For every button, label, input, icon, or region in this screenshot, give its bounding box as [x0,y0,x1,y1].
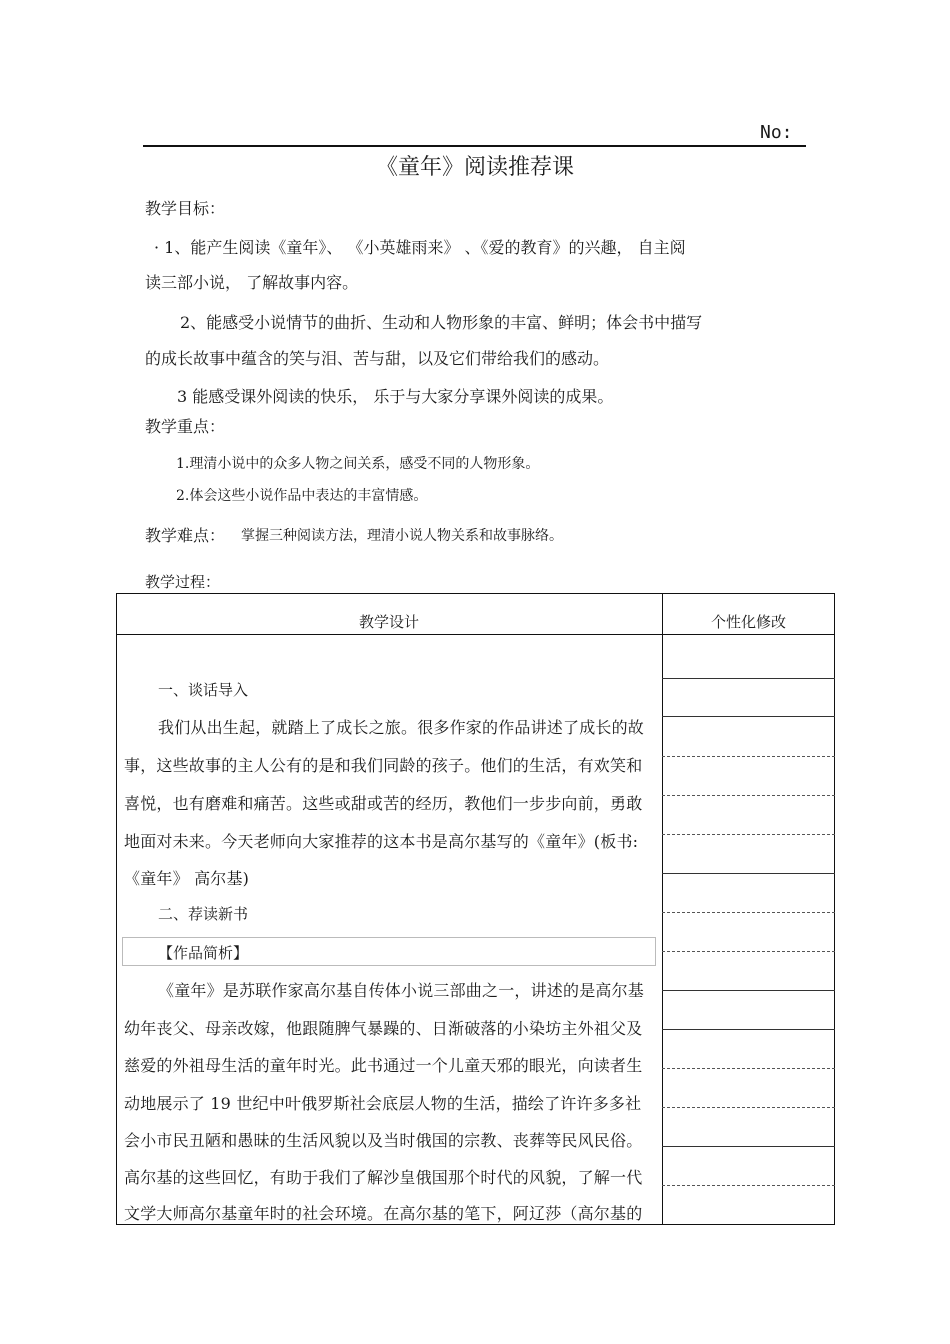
paragraph-line: 我们从出生起，就踏上了成长之旅。很多作家的作品讲述了成长的故 [158,718,645,737]
key-points-heading: 教学重点： [145,417,226,436]
edit-line [662,912,835,913]
paragraph-line: 慈爱的外祖母生活的童年时光。此书通过一个儿童天邪的眼光，向读者生 [124,1056,643,1075]
paragraph-line: 会小市民丑陋和愚昧的生活风貌以及当时俄国的宗教、丧葬等民风民俗。 [124,1131,643,1150]
edit-line [662,834,835,835]
difficulty-text: 掌握三种阅读方法，理清小说人物关系和故事脉络。 [241,528,563,544]
edit-line [662,1068,835,1069]
objective-2-line-2: 的成长故事中蕴含的笑与泪、苦与甜，以及它们带给我们的感动。 [145,349,610,368]
key-point-1: 1.理清小说中的众多人物之间关系，感受不同的人物形象。 [176,456,540,472]
paragraph-line: 高尔基的这些回忆，有助于我们了解沙皇俄国那个时代的风貌，了解一代 [124,1168,643,1187]
table-header-divider [116,634,835,635]
paragraph-line: 事，这些故事的主人公有的是和我们同龄的孩子。他们的生活，有欢笑和 [124,756,643,775]
edit-line [662,1029,835,1030]
paragraph-line: 喜悦，也有磨难和痛苦。这些或甜或苦的经历，教他们一步步向前，勇敢 [124,794,643,813]
column-header-personalized-edits: 个性化修改 [710,613,786,631]
column-header-teaching-design: 教学设计 [358,613,419,631]
difficulty-heading: 教学难点： [145,526,226,545]
paragraph-line: 《童年》是苏联作家高尔基自传体小说三部曲之一，讲述的是高尔基 [158,981,645,1000]
paragraph-line: 幼年丧父、母亲改嫁，他跟随脾气暴躁的、日渐破落的小染坊主外祖父及 [124,1019,643,1038]
paragraph-line: 文学大师高尔基童年时的社会环境。在高尔基的笔下，阿辽莎（高尔基的 [124,1204,643,1223]
objective-3: 3 能感受课外阅读的快乐， 乐于与大家分享课外阅读的成果。 [177,387,614,406]
edit-line [662,1185,835,1186]
edit-line [662,951,835,952]
paragraph-line: 地面对未来。今天老师向大家推荐的这本书是高尔基写的《童年》(板书: [124,832,639,851]
objective-1-line-2: 读三部小说， 了解故事内容。 [145,273,359,292]
section-2-heading: 二、荐读新书 [158,905,249,923]
work-analysis-label: 【作品简析】 [158,944,249,962]
edit-line [662,1146,835,1147]
process-heading: 教学过程： [145,573,221,591]
edit-line [662,795,835,796]
edit-line [662,716,835,717]
edit-line [662,1107,835,1108]
objectives-heading: 教学目标： [145,199,226,218]
page-title: 《童年》阅读推荐课 [375,155,574,180]
objective-1-line-1: · 1、能产生阅读《童年》、 《小英雄雨来》 、《爱的教育》的兴趣， 自主阅 [154,238,686,257]
header-rule [143,145,806,147]
document-number-label: No: [760,122,793,143]
edit-line [662,990,835,991]
paragraph-line: 《童年》 高尔基) [124,869,250,888]
edit-line [662,756,835,757]
table-column-divider [662,593,663,1225]
key-point-2: 2.体会这些小说作品中表达的丰富情感。 [176,488,428,504]
edit-line [662,678,835,679]
paragraph-line: 动地展示了 19 世纪中叶俄罗斯社会底层人物的生活，描绘了许许多多社 [124,1094,642,1113]
section-1-heading: 一、谈话导入 [158,681,249,699]
edit-line [662,873,835,874]
objective-2-line-1: 2、能感受小说情节的曲折、生动和人物形象的丰富、鲜明；体会书中描写 [180,313,703,332]
